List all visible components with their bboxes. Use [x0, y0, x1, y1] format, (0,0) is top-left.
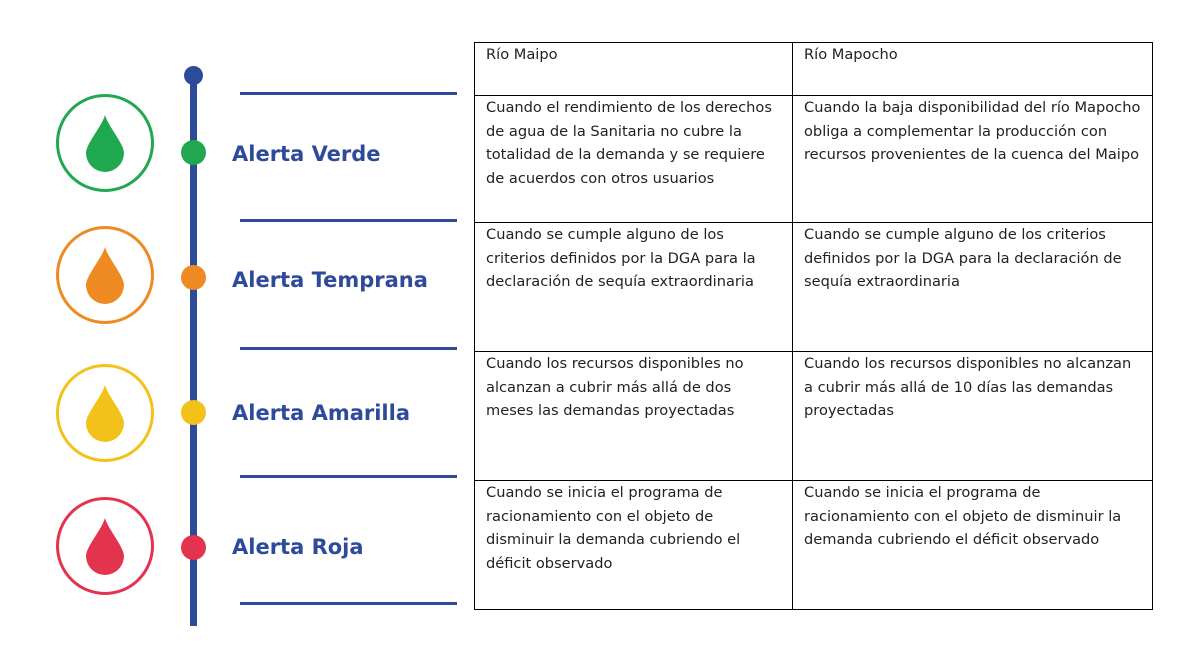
table-cell-mapocho: Cuando se cumple alguno de los criterios definidos por la DGA para la declaración de sequía extraordinaria [793, 223, 1153, 352]
alerta-verde-circle [56, 94, 154, 192]
table-row [475, 223, 1153, 352]
alert-criteria-table [474, 42, 1153, 610]
table-row [475, 96, 1153, 223]
alerta-amarilla-dot [181, 400, 206, 425]
table-cell-maipo: Cuando se inicia el programa de racionamiento con el objeto de disminuir la demanda cubriendo el déficit observado [475, 481, 793, 610]
alerta-roja-circle [56, 497, 154, 595]
alerta-roja-dot [181, 535, 206, 560]
table-row [475, 352, 1153, 481]
water-drop-icon [85, 517, 125, 575]
alerta-roja-label: Alerta Roja [232, 535, 364, 559]
table-row [475, 481, 1153, 610]
alerta-temprana-circle [56, 226, 154, 324]
alerta-temprana-dot [181, 265, 206, 290]
table-cell-maipo: Cuando se cumple alguno de los criterios definidos por la DGA para la declaración de sequía extraordinaria [475, 223, 793, 352]
alerta-verde-label: Alerta Verde [232, 142, 381, 166]
divider-line [240, 475, 457, 478]
divider-line [240, 347, 457, 350]
alerta-amarilla-label: Alerta Amarilla [232, 401, 410, 425]
table-cell-mapocho: Cuando los recursos disponibles no alcanzan a cubrir más allá de 10 días las demandas proyectadas [793, 352, 1153, 481]
table-cell-mapocho: Cuando la baja disponibilidad del río Mapocho obliga a complementar la producción con recursos provenientes de la cuenca del Maipo [793, 96, 1153, 223]
header-rio-maipo: Río Maipo [475, 43, 793, 96]
alerta-amarilla-circle [56, 364, 154, 462]
header-rio-mapocho: Río Mapocho [793, 43, 1153, 96]
timeline-start-dot [184, 66, 203, 85]
divider-line [240, 602, 457, 605]
alerta-temprana-label: Alerta Temprana [232, 268, 428, 292]
table-cell-maipo: Cuando el rendimiento de los derechos de agua de la Sanitaria no cubre la totalidad de la demanda y se requiere de acuerdos con otros usuarios [475, 96, 793, 223]
water-drop-icon [85, 384, 125, 442]
water-drop-icon [85, 114, 125, 172]
table-header-row [475, 43, 1153, 96]
divider-line [240, 219, 457, 222]
divider-line [240, 92, 457, 95]
alerta-verde-dot [181, 140, 206, 165]
table-cell-mapocho: Cuando se inicia el programa de racionamiento con el objeto de disminuir la demanda cubriendo el déficit observado [793, 481, 1153, 610]
water-drop-icon [85, 246, 125, 304]
table-cell-maipo: Cuando los recursos disponibles no alcanzan a cubrir más allá de dos meses las demandas proyectadas [475, 352, 793, 481]
